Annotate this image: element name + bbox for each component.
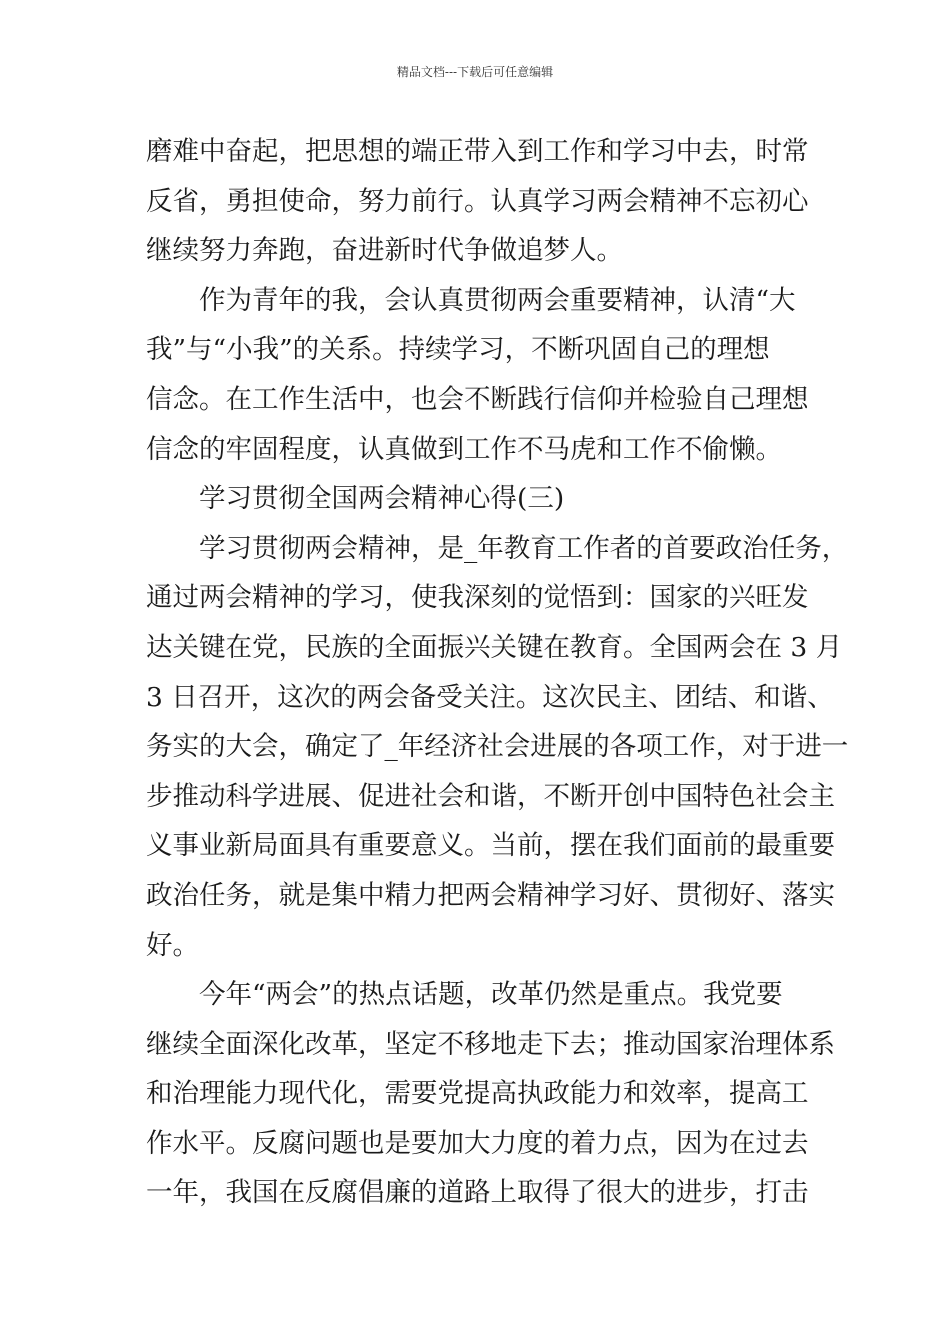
text-line: 3 日召开，这次的两会备受关注。这次民主、团结、和谐、 — [146, 681, 834, 713]
document-body — [146, 127, 849, 1218]
text-line: 反省，勇担使命，努力前行。认真学习两会精神不忘初心 — [146, 185, 809, 217]
text-line: 继续努力奔跑，奋进新时代争做追梦人。 — [146, 235, 623, 267]
text-line: 通过两会精神的学习，使我深刻的觉悟到：国家的兴旺发 — [146, 582, 809, 614]
text-line: 和治理能力现代化，需要党提高执政能力和效率，提高工 — [146, 1078, 809, 1110]
text-line: 义事业新局面具有重要意义。当前，摆在我们面前的最重要 — [146, 830, 835, 862]
text-line: 作水平。反腐问题也是要加大力度的着力点，因为在过去 — [146, 1127, 809, 1159]
text-line: 步推动科学进展、促进社会和谐，不断开创中国特色社会主 — [146, 780, 835, 812]
text-line: 一年，我国在反腐倡廉的道路上取得了很大的进步，打击 — [146, 1177, 809, 1209]
text-line: 信念的牢固程度，认真做到工作不马虎和工作不偷懒。 — [146, 433, 782, 465]
text-line: 信念。在工作生活中，也会不断践行信仰并检验自己理想 — [146, 383, 809, 415]
text-line: 我”与“小我”的关系。持续学习，不断巩固自己的理想 — [146, 334, 770, 366]
text-line: 好。 — [146, 929, 199, 961]
text-line: 政治任务，就是集中精力把两会精神学习好、贯彻好、落实 — [146, 879, 835, 911]
text-line: 今年“两会”的热点话题，改革仍然是重点。我党要 — [146, 979, 783, 1011]
page-header: 精品文档---下载后可任意编辑 — [396, 65, 554, 79]
text-line: 学习贯彻两会精神，是_年教育工作者的首要政治任务， — [146, 532, 849, 564]
section-heading: 学习贯彻全国两会精神心得(三) — [146, 483, 565, 515]
text-line: 磨难中奋起，把思想的端正带入到工作和学习中去，时常 — [146, 136, 809, 167]
text-line: 务实的大会，确定了_年经济社会进展的各项工作，对于进一 — [146, 731, 849, 763]
text-line: 作为青年的我，会认真贯彻两会重要精神，认清“大 — [146, 284, 796, 316]
text-line: 继续全面深化改革，坚定不移地走下去；推动国家治理体系 — [146, 1028, 835, 1060]
text-line: 达关键在党，民族的全面振兴关键在教育。全国两会在 3 月 — [146, 631, 843, 663]
